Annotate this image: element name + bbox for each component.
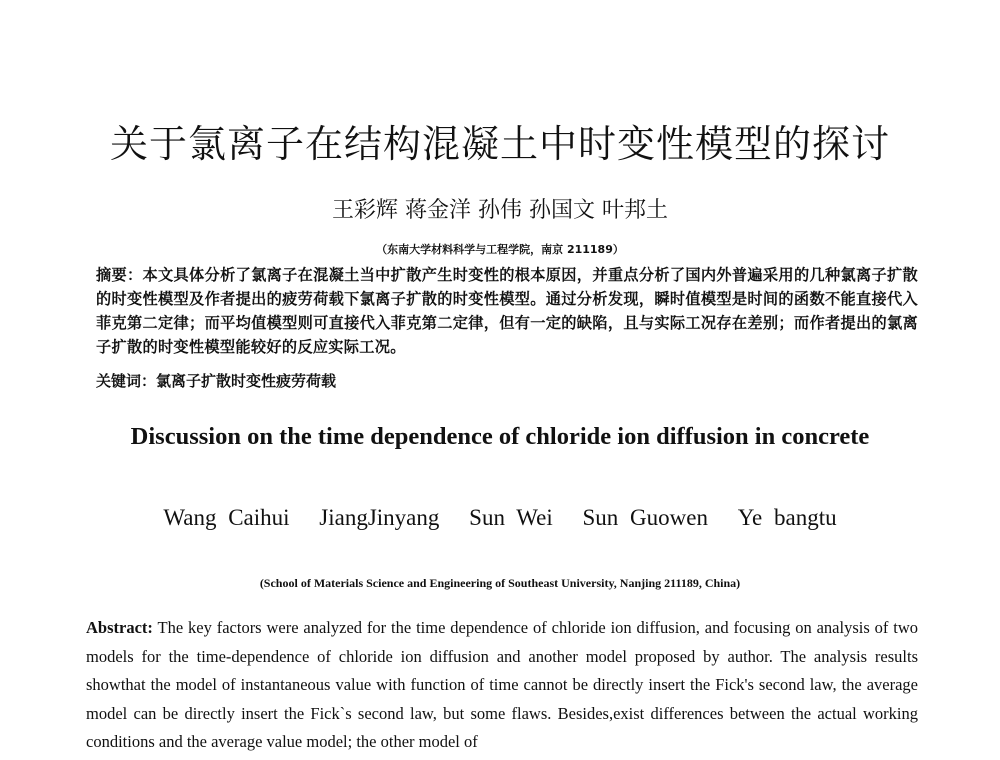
author-name: Sun Guowen xyxy=(582,505,708,530)
author-name: Sun Wei xyxy=(469,505,553,530)
chinese-abstract-text: 本文具体分析了氯离子在混凝土当中扩散产生时变性的根本原因，并重点分析了国内外普遍采用的几种氯离子扩散的时变性模型及作者提出的疲劳荷载下氯离子扩散的时变性模型。通过分析发现，瞬时值模型是时间的函数不能直接代入菲克第二定律；而平均值模型则可直接代入菲克第二定律，但有一定的缺陷，且与实际工况存在差别；而作者提出的氯离子扩散的时变性模型能较好的反应实际工况。 xyxy=(96,266,918,356)
english-abstract xyxy=(86,614,918,757)
english-abstract-label: Abstract: xyxy=(86,618,153,637)
english-affiliation: (School of Materials Science and Engineering of Southeast University, Nanjing 211189, China) xyxy=(259,576,741,590)
english-authors xyxy=(0,505,1000,531)
chinese-affiliation: （东南大学材料科学与工程学院，南京 211189） xyxy=(376,243,624,256)
chinese-authors: 王彩辉 蒋金洋 孙伟 孙国文 叶邦土 xyxy=(332,198,668,223)
chinese-abstract-label: 摘要： xyxy=(96,266,143,284)
chinese-title: 关于氯离子在结构混凝土中时变性模型的探讨 xyxy=(109,122,890,166)
author-name: Wang Caihui xyxy=(163,505,290,530)
author-name: Ye bangtu xyxy=(737,505,837,530)
english-title: Discussion on the time dependence of chloride ion diffusion in concrete xyxy=(130,423,870,450)
chinese-keywords-label: 关键词： xyxy=(96,372,157,390)
author-name: JiangJinyang xyxy=(319,505,440,530)
chinese-keywords xyxy=(96,370,918,391)
english-abstract-text: The key factors were analyzed for the time dependence of chloride ion diffusion, and focusing on analysis of two models for the time-dependence of chloride ion diffusion and another model proposed by author. The analysis results showthat the model of instantaneous value with function of time cannot be directly insert the Fick's second law, the average model can be directly insert the Fick`s second law, but some flaws. Besides,exist differences between the actual working conditions and the average value model; the other model of xyxy=(86,618,918,751)
chinese-keywords-text: 氯离子扩散时变性疲劳荷载 xyxy=(156,372,337,390)
chinese-abstract xyxy=(96,263,918,359)
